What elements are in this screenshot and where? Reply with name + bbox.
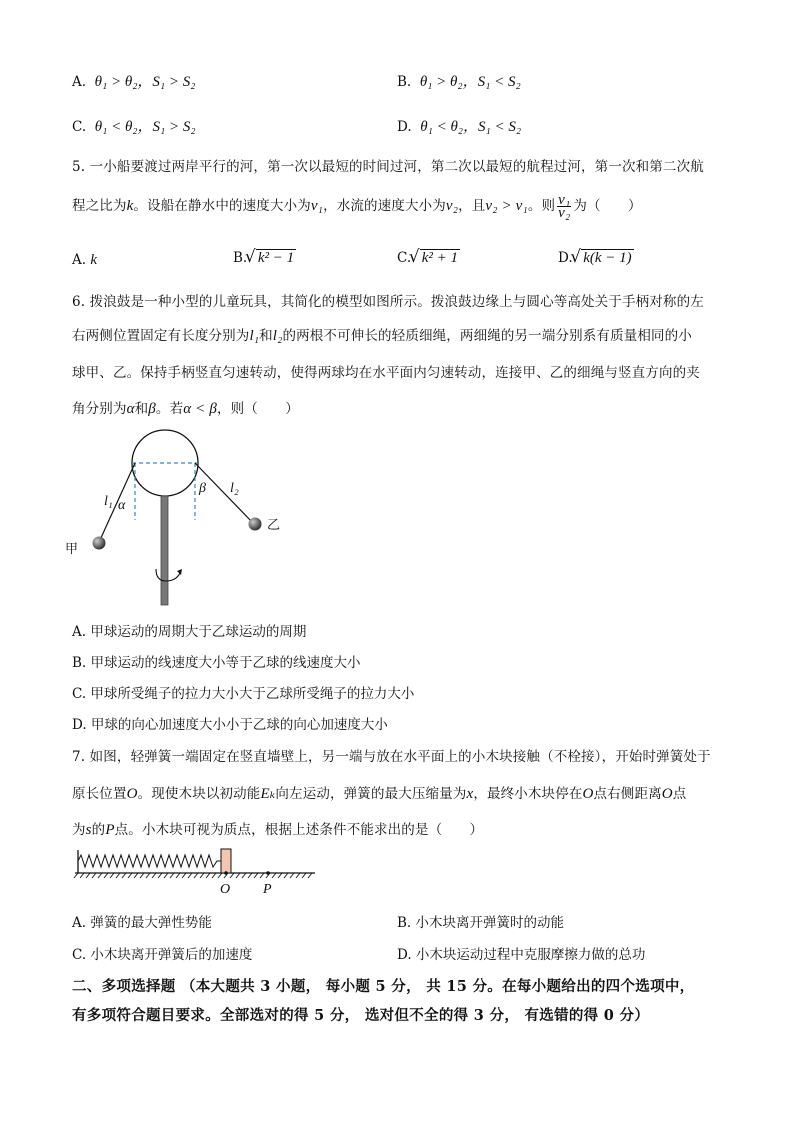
q4-option-d: D. θ₁ < θ₂，S₁ < S₂ <box>397 119 522 135</box>
handle <box>161 496 168 605</box>
ball-yi <box>249 518 262 531</box>
point-o <box>224 871 228 875</box>
q7-line-2: 原长位置O。现使木块以初动能Eₖ向左运动，弹簧的最大压缩量为x，最终小木块停在O点右侧距离O点 <box>72 786 687 802</box>
q5-option-b: B. √ k² − 1 <box>233 247 295 267</box>
point-p <box>266 871 270 875</box>
q5-fraction: $\frac{\text{v₁}}{\text{v₂}}$ <box>558 192 571 221</box>
wood-block <box>221 849 231 873</box>
q6-line-4: 角分别为α和β。若α < β，则（ ） <box>72 401 299 417</box>
label-beta: β <box>199 481 206 496</box>
section2-header-line-2: 有多项符合题目要求。全部选对的得 5 分， 选对但不全的得 3 分， 有选错的得 0 分） <box>72 1007 650 1024</box>
spring <box>78 855 221 867</box>
label-alpha: α <box>118 498 126 513</box>
label-l2: l₂ <box>230 481 239 496</box>
sqrt-c: √ k² + 1 <box>408 247 459 267</box>
section2-header-line-1: 二、多项选择题 （本大题共 3 小题， 每小题 5 分， 共 15 分。在每小题给出的四个选项中， <box>72 978 695 995</box>
q6-option-b: B. 甲球运动的线速度大小等于乙球的线速度大小 <box>72 655 361 671</box>
q6-option-d: D. 甲球的向心加速度大小小于乙球的向心加速度大小 <box>72 717 388 733</box>
q5-line-2: 程之比为k。设船在静水中的速度大小为v₁，水流的速度大小为v₂，且v₂ > v₁。则 $\frac{\text{v₁}}{\text{v₂}}$ 为（ ） <box>72 192 642 221</box>
q5-line-1: 5. 一小船要渡过两岸平行的河，第一次以最短的时间过河，第二次以最短的航程过河，第一次和第二次航 <box>72 159 704 175</box>
q7-option-c: C. 小木块离开弹簧后的加速度 <box>72 947 253 963</box>
q6-option-a: A. 甲球运动的周期大于乙球运动的周期 <box>72 624 307 640</box>
q7-option-a: A. 弹簧的最大弹性势能 <box>72 915 212 931</box>
q7-option-b: B. 小木块离开弹簧时的动能 <box>397 915 565 931</box>
q6-option-c: C. 甲球所受绳子的拉力大小大于乙球所受绳子的拉力大小 <box>72 686 415 702</box>
label-yi: 乙 <box>267 518 281 533</box>
q5-option-a: A. k <box>72 252 98 268</box>
q6-line-1: 6. 拨浪鼓是一种小型的儿童玩具，其简化的模型如图所示。拨浪鼓边缘上与圆心等高处关于手柄对称的左 <box>72 294 704 310</box>
ball-jia <box>93 537 106 550</box>
floor-hatching <box>74 873 312 878</box>
q7-line-3: 为s的P点。小木块可视为质点，根据上述条件不能求出的是（ ） <box>72 822 484 838</box>
q5-option-d: D. √ k(k − 1) <box>558 247 632 267</box>
label-l1: l₁ <box>104 494 113 509</box>
q4-option-c: C. θ₁ < θ₂，S₁ > S₂ <box>72 119 196 135</box>
label-o: O <box>220 882 231 897</box>
q7-line-1: 7. 如图，轻弹簧一端固定在竖直墙壁上，另一端与放在水平面上的小木块接触（不栓接），开始时弹簧处于 <box>72 749 711 765</box>
q6-line-2: 右两侧位置固定有长度分别为l₁和l₂的两根不可伸长的轻质细绳，两细绳的另一端分别系有质量相同的小 <box>72 328 692 344</box>
label-jia: 甲 <box>65 542 79 557</box>
sqrt-b: √ k² − 1 <box>244 247 295 267</box>
q6-figure <box>60 425 300 610</box>
sqrt-d: √ k(k − 1) <box>570 247 632 267</box>
q4-option-b: B. θ₁ > θ₂，S₁ < S₂ <box>397 74 521 90</box>
q5-option-c: C. √ k² + 1 <box>397 247 459 267</box>
q7-figure <box>70 845 320 900</box>
q6-line-3: 球甲、乙。保持手柄竖直匀速转动，使得两球均在水平面内匀速转动，连接甲、乙的细绳与竖直方向的夹 <box>72 365 700 381</box>
q4-option-a: A. θ₁ > θ₂，S₁ > S₂ <box>72 74 196 90</box>
label-p: P <box>263 882 272 897</box>
q7-option-d: D. 小木块运动过程中克服摩擦力做的总功 <box>397 947 646 963</box>
